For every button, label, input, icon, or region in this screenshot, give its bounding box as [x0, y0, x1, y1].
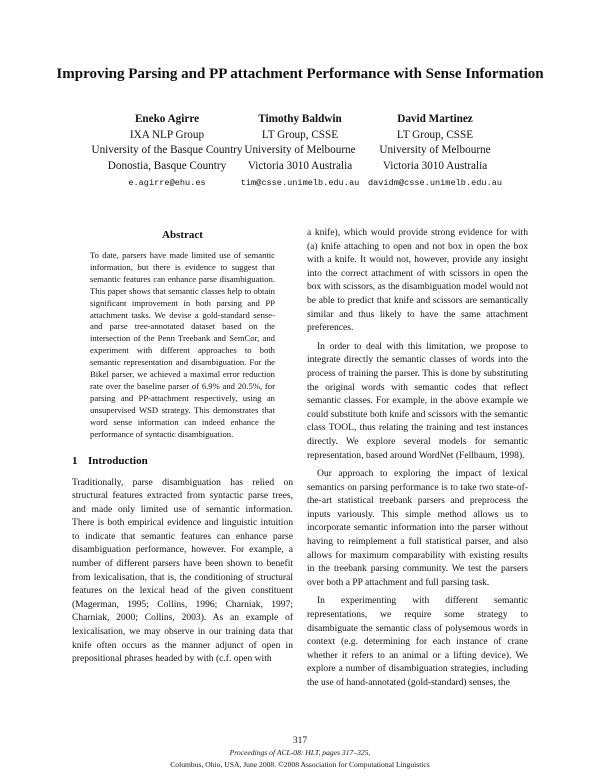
author-name: David Martinez	[397, 113, 473, 125]
author-affiliation: Victoria 3010 Australia	[382, 159, 488, 172]
section-number: 1	[72, 454, 78, 467]
author-affiliation: University of the Basque Country	[91, 144, 243, 156]
section-heading	[72, 455, 293, 467]
right-column	[307, 226, 528, 690]
author-email: e.agirre@ehu.es	[128, 178, 206, 188]
author-affiliation: Donostia, Basque Country	[107, 159, 227, 172]
body-paragraph: Traditionally, parse disambiguation has relied on structural features extracted from syntactic parse trees, and made only limited use of semantic information. There is both empirical evidence and linguistic intuition to indicate that semantic features can enhance parse disambiguation performance, however. For example, a number of different parsers have been shown to benefit from lexicalisation, that is, the conditioning of structural features on the lexical head of the given constituent (Magerman, 1995; Collins, 1996; Charniak, 1997; Charniak, 2000; Collins, 2003). As an example of lexicalisation, we may observe in our training data that knife often occurs as the manner adjunct of open in prepositional phrases headed by with (c.f. open with	[72, 476, 293, 665]
author-email: tim@csse.unimelb.edu.au	[240, 178, 360, 188]
proceedings-citation: Proceedings of ACL-08: HLT, pages 317–325,	[229, 748, 371, 757]
author-email: davidm@csse.unimelb.edu.au	[367, 178, 503, 188]
body-paragraph: In experimenting with different semantic representations, we require some strategy to disambiguate the semantic class of polysemous words in context (e.g. determining for each instance of crane whether it refers to an animal or a lifting device). We explore a number of disambiguation strategies, including the use of hand-annotated (gold-standard) senses, the	[307, 595, 528, 688]
author-affiliation: University of Melbourne	[244, 144, 356, 156]
abstract-heading: Abstract	[162, 229, 203, 241]
author-affiliation: LT Group, CSSE	[396, 128, 474, 141]
body-paragraph: a knife), which would provide strong evidence for with (a) knife attaching to open and not box in open the box with a knife. It would not, however, provide any insight into the correct attachment of with scissors in open the box with scissors, as the disambiguation model would not be able to predict that knife and scissors are semantically similar and thus likely to have the same attachment preferences.	[307, 227, 528, 334]
author-affiliation: LT Group, CSSE	[261, 128, 339, 141]
left-column	[72, 226, 293, 666]
author-block-3	[340, 112, 530, 192]
page-number: 317	[292, 736, 308, 746]
proceedings-line	[0, 748, 600, 758]
abstract-text: To date, parsers have made limited use of semantic information, but there is evidence to suggest that semantic features can enhance parse disambiguation. This paper shows that semantic classes help to obtain significant improvement in both parsing and PP attachment tasks. We devise a gold-standard sense- and parse tree-annotated dataset based on the intersection of the Penn Treebank and SemCor, and experiment with different approaches to both semantic representation and disambiguation. For the Bikel parser, we achieved a maximal error reduction rate over the baseline parser of 6.9% and 20.5%, for parsing and PP-attachment respectively, using an unsupervised WSD strategy. This demonstrates that word sense information can indeed enhance the performance of syntactic disambiguation.	[90, 250, 275, 439]
body-paragraph: In order to deal with this limitation, we propose to integrate directly the semantic classes of words into the process of training the parser. This is done by substituting the original words with semantic codes that reflect semantic classes. For example, in the above example we could substitute both knife and scissors with the semantic class TOOL, thus relating the training and test instances directly. We explore several models for semantic representation, based around WordNet (Fellbaum, 1998).	[307, 340, 528, 461]
section-title: Introduction	[88, 454, 148, 467]
body-paragraph: Our approach to exploring the impact of lexical semantics on parsing performance is to take two state-of-the-art statistical treebank parsers and preprocess the inputs variously. This simple method allows us to incorporate semantic information into the parser without having to reimplement a full statistical parser, and also allows for maximum comparability with existing results in the treebank parsing community. We test the parsers over both a PP attachment and full parsing task.	[307, 468, 528, 588]
page-footer	[0, 736, 600, 769]
author-affiliation: University of Melbourne	[379, 144, 491, 156]
location-line: Columbus, Ohio, USA, June 2008. ©2008 Association for Computational Linguistics	[170, 759, 430, 769]
author-affiliation: IXA NLP Group	[129, 128, 205, 141]
author-name: Timothy Baldwin	[258, 113, 342, 125]
author-name: Eneko Agirre	[134, 113, 200, 125]
author-affiliation: Victoria 3010 Australia	[247, 159, 353, 172]
paper-title: Improving Parsing and PP attachment Performance with Sense Information	[56, 66, 544, 82]
